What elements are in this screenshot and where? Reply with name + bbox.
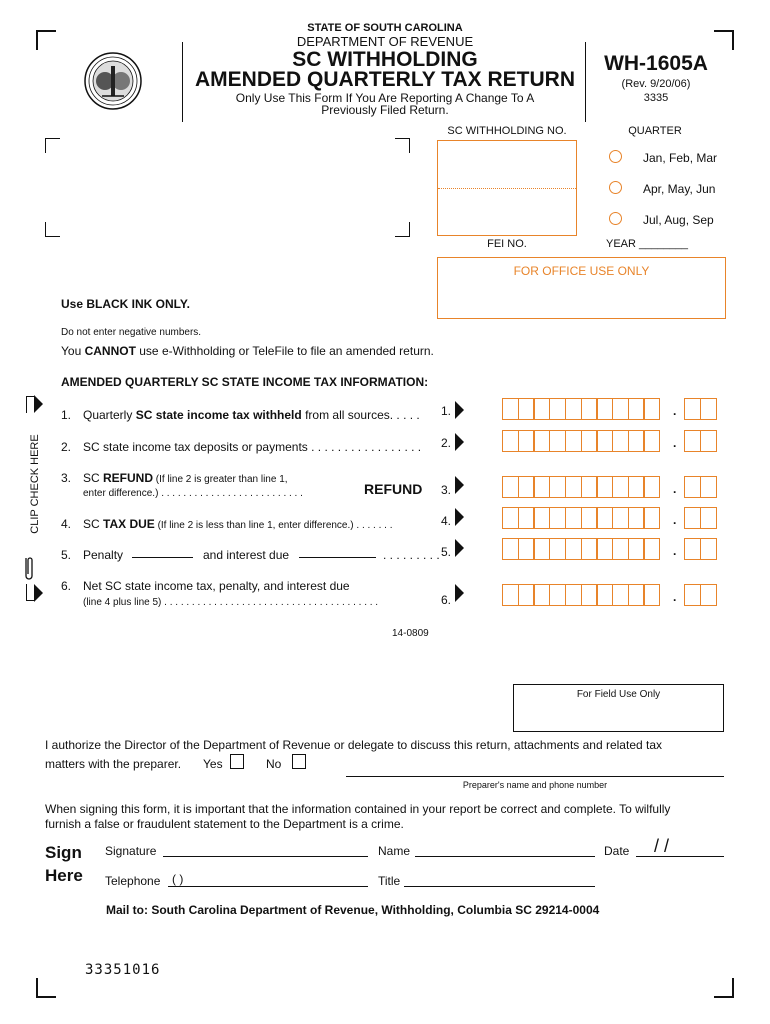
- field-use-box: [513, 684, 724, 732]
- authorize-text-line2: matters with the preparer.: [45, 757, 182, 771]
- quarter-option-q3: Jul, Aug, Sep: [643, 213, 714, 227]
- corner-mark-bottom-right: [714, 978, 734, 998]
- line3-ref: 3.: [441, 483, 452, 497]
- address-corner-br: [395, 222, 410, 237]
- line1-arrow-icon: [455, 401, 464, 419]
- fei-number-label: FEI NO.: [487, 238, 527, 250]
- cannot-instruction: You CANNOT use e-Withholding or TeleFile to file an amended return.: [61, 344, 434, 358]
- form-title-line2: AMENDED QUARTERLY TAX RETURN: [195, 68, 575, 91]
- line4-number: 4.: [61, 517, 72, 531]
- line6-decimal: .: [673, 590, 677, 604]
- address-corner-tr: [395, 138, 410, 153]
- signature-line[interactable]: [163, 856, 368, 857]
- office-use-box: [437, 257, 726, 319]
- name-label: Name: [378, 844, 411, 858]
- form-title-line1: SC WITHHOLDING: [292, 48, 478, 71]
- line3-arrow-icon: [455, 476, 464, 494]
- line2-cents-cells[interactable]: [684, 430, 715, 452]
- office-use-label: FOR OFFICE USE ONLY: [513, 264, 650, 278]
- line3-decimal: .: [673, 482, 677, 496]
- warning-line2: furnish a false or fraudulent statement to the Department is a crime.: [45, 817, 404, 831]
- title-label: Title: [378, 874, 401, 888]
- line2-decimal: .: [673, 436, 677, 450]
- authorize-yes-label: Yes: [203, 757, 223, 771]
- line1-ref: 1.: [441, 404, 452, 418]
- mail-to-address: Mail to: South Carolina Department of Revenue, Withholding, Columbia SC 29214-0004: [106, 903, 600, 917]
- authorize-no-checkbox[interactable]: [292, 754, 306, 769]
- authorize-yes-checkbox[interactable]: [230, 754, 244, 769]
- line6-ref: 6.: [441, 593, 452, 607]
- address-corner-bl: [45, 222, 60, 237]
- quarter-radio-q1[interactable]: [609, 150, 622, 163]
- line2-ref: 2.: [441, 436, 452, 450]
- line2-number: 2.: [61, 440, 72, 454]
- name-line[interactable]: [415, 856, 595, 857]
- line5-ref: 5.: [441, 545, 452, 559]
- withholding-fei-divider: [438, 188, 576, 189]
- line2-arrow-icon: [455, 433, 464, 451]
- sign-label: Sign: [45, 843, 82, 862]
- withholding-number-box[interactable]: [437, 140, 577, 236]
- form-subtitle-line1: Only Use This Form If You Are Reporting A Change To A: [235, 91, 535, 105]
- line5-amount-cells[interactable]: [502, 538, 659, 560]
- authorize-text-line1: I authorize the Director of the Department of Revenue or delegate to discuss this return, attachments and related tax: [45, 738, 663, 752]
- paperclip-icon: [23, 554, 35, 582]
- line3-label: SC REFUND (If line 2 is greater than line 1,: [83, 471, 288, 485]
- line4-arrow-icon: [455, 508, 464, 526]
- line4-decimal: .: [673, 513, 677, 527]
- here-label: Here: [45, 866, 83, 885]
- date-line[interactable]: [636, 856, 724, 857]
- header-divider-right: [585, 42, 586, 122]
- line5-penalty-blank[interactable]: [132, 557, 193, 558]
- clip-arrow-top-icon: [34, 395, 43, 413]
- line3-label-cont: enter difference.) . . . . . . . . . . . . . . . . . . . . . . . . . .: [83, 488, 303, 499]
- line6-cents-cells[interactable]: [684, 584, 715, 606]
- telephone-label: Telephone: [105, 874, 161, 888]
- line6-label: Net SC state income tax, penalty, and interest due: [83, 579, 350, 593]
- field-use-label: For Field Use Only: [576, 689, 661, 700]
- corner-mark-bottom-left: [36, 978, 56, 998]
- ink-instruction: Use BLACK INK ONLY.: [61, 297, 190, 311]
- line5-dots: . . . . . . . . .: [383, 548, 440, 562]
- section-title: AMENDED QUARTERLY SC STATE INCOME TAX INFORMATION:: [61, 375, 429, 389]
- quarter-radio-q2[interactable]: [609, 181, 622, 194]
- line5-number: 5.: [61, 548, 72, 562]
- form-revision-code: 14-0809: [392, 628, 429, 639]
- telephone-line[interactable]: [168, 886, 368, 887]
- clip-check-label: CLIP CHECK HERE: [29, 434, 41, 534]
- corner-mark-top-right: [714, 30, 734, 50]
- date-slashes: / /: [654, 836, 670, 856]
- line1-number: 1.: [61, 408, 72, 422]
- withholding-number-label: SC WITHHOLDING NO.: [447, 125, 567, 137]
- department-name: DEPARTMENT OF REVENUE: [296, 34, 474, 49]
- signature-label: Signature: [105, 844, 157, 858]
- line6-number: 6.: [61, 579, 72, 593]
- quarter-label: QUARTER: [628, 125, 682, 137]
- preparer-label: Preparer's name and phone number: [462, 780, 608, 790]
- warning-line1: When signing this form, it is important that the information contained in your report be correct and complete. To wilfully: [45, 802, 671, 816]
- line1-cents-cells[interactable]: [684, 398, 715, 420]
- line3-cents-cells[interactable]: [684, 476, 715, 498]
- year-field[interactable]: YEAR ________: [606, 238, 688, 250]
- line6-amount-cells[interactable]: [502, 584, 659, 606]
- negative-instruction: Do not enter negative numbers.: [61, 327, 202, 338]
- date-label: Date: [604, 844, 630, 858]
- line2-amount-cells[interactable]: [502, 430, 659, 452]
- form-number: WH-1605A: [604, 52, 708, 75]
- line6-label-cont: (line 4 plus line 5) . . . . . . . . . . . . . . . . . . . . . . . . . . . . . . . . . . . . . . .: [83, 597, 379, 608]
- title-line[interactable]: [404, 886, 595, 887]
- address-corner-tl: [45, 138, 60, 153]
- quarter-option-q2: Apr, May, Jun: [643, 182, 716, 196]
- line6-arrow-icon: [455, 584, 464, 602]
- line1-label: Quarterly SC state income tax withheld from all sources. . . . .: [83, 408, 420, 422]
- line3-refund-label: REFUND: [364, 481, 423, 497]
- line4-cents-cells[interactable]: [684, 507, 715, 529]
- line5-interest-label: and interest due: [203, 548, 290, 562]
- preparer-line[interactable]: [346, 776, 724, 777]
- corner-mark-top-left: [36, 30, 56, 50]
- line5-penalty-label: Penalty: [83, 548, 124, 562]
- quarter-option-q1: Jan, Feb, Mar: [643, 151, 718, 165]
- header-divider-left: [182, 42, 183, 122]
- quarter-radio-q3[interactable]: [609, 212, 622, 225]
- authorize-no-label: No: [266, 757, 282, 771]
- clip-arrow-bottom-icon: [34, 584, 43, 602]
- line4-amount-cells[interactable]: [502, 507, 659, 529]
- line2-label: SC state income tax deposits or payments . . . . . . . . . . . . . . . . .: [83, 440, 422, 454]
- line4-ref: 4.: [441, 514, 452, 528]
- line3-number: 3.: [61, 471, 72, 485]
- line5-decimal: .: [673, 544, 677, 558]
- line1-decimal: .: [673, 404, 677, 418]
- state-name: STATE OF SOUTH CAROLINA: [307, 22, 463, 34]
- barcode-number: 33351016: [85, 962, 161, 978]
- form-code: 3335: [643, 92, 669, 104]
- line4-label: SC TAX DUE (If line 2 is less than line 1, enter difference.) . . . . . . .: [83, 517, 393, 531]
- line1-amount-cells[interactable]: [502, 398, 659, 420]
- line5-cents-cells[interactable]: [684, 538, 715, 560]
- telephone-paren: ( ): [172, 872, 184, 886]
- state-seal: [84, 52, 142, 110]
- form-revision: (Rev. 9/20/06): [621, 78, 691, 90]
- line5-interest-blank[interactable]: [299, 557, 376, 558]
- form-subtitle-line2: Previously Filed Return.: [321, 103, 449, 117]
- line5-arrow-icon: [455, 539, 464, 557]
- line3-amount-cells[interactable]: [502, 476, 659, 498]
